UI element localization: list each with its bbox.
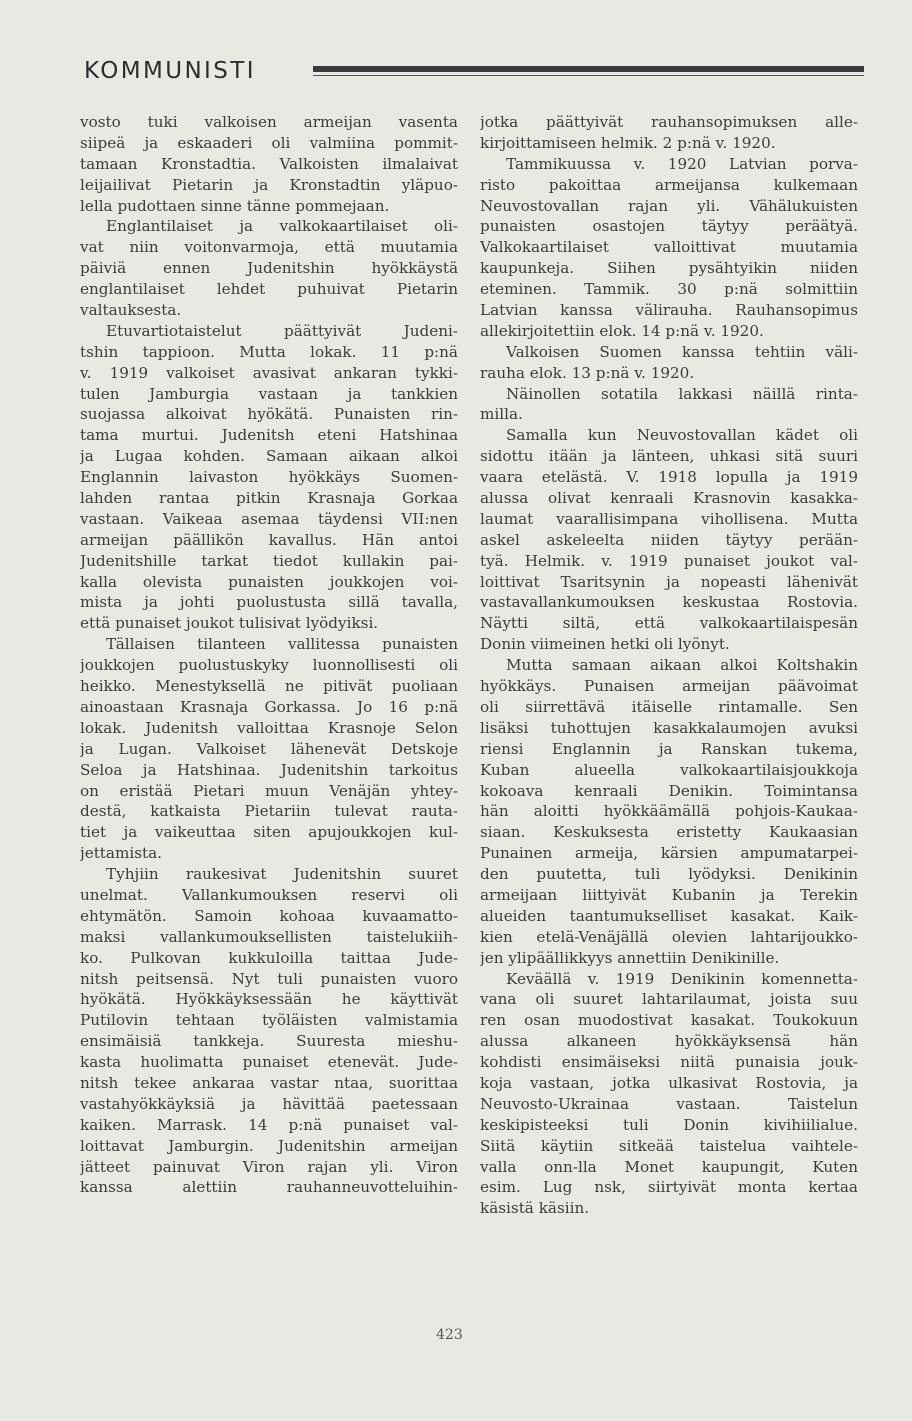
text-line: eteminen. Tammik. 30 p:nä solmittiin	[480, 280, 858, 299]
text-line: päiviä ennen Judenitshin hyökkäystä	[80, 259, 458, 278]
page-number: 423	[436, 1327, 463, 1343]
text-line: koja vastaan, jotka ulkasivat Rostovia, ja	[480, 1073, 858, 1092]
text-line: Seloa ja Hatshinaa. Judenitshin tarkoitus	[80, 760, 458, 779]
text-line: den puutetta, tuli lyödyksi. Denikinin	[480, 865, 858, 884]
text-line: kalla olevista punaisten joukkojen voi-	[80, 572, 458, 591]
text-line: ja Lugaa kohden. Samaan aikaan alkoi	[80, 447, 458, 466]
text-line: Neuvosto-Ukrainaa vastaan. Taistelun	[480, 1094, 858, 1113]
text-line: Tällaisen tilanteen vallitessa punaisten	[106, 635, 458, 654]
text-line: Latvian kanssa välirauha. Rauhansopimus	[480, 301, 858, 320]
text-line: Mutta samaan aikaan alkoi Koltshakin	[506, 656, 858, 675]
text-line: vana oli suuret lahtarilaumat, joista suu	[480, 990, 858, 1009]
text-line: kaupunkeja. Siihen pysähtyikin niiden	[480, 259, 858, 278]
text-line: Samalla kun Neuvostovallan kädet oli	[506, 426, 858, 445]
text-line: valtauksesta.	[80, 301, 182, 320]
text-line: kirjoittamiseen helmik. 2 p:nä v. 1920.	[480, 133, 776, 152]
text-line: tamaan Kronstadtia. Valkoisten ilmalaivat	[80, 154, 458, 173]
text-line: tiet ja vaikeuttaa siten apujoukkojen kul-	[80, 823, 458, 842]
header-rule-thick	[313, 66, 864, 72]
text-line: tshin tappioon. Mutta lokak. 11 p:nä	[80, 342, 458, 361]
text-line: ko. Pulkovan kukkuloilla taittaa Jude-	[80, 948, 458, 967]
text-line: kohdisti ensimäiseksi niitä punaisia jouk-	[480, 1053, 858, 1072]
text-line: punaisten osastojen täytyy peräätyä.	[480, 217, 858, 236]
text-line: kien etelä-Venäjällä olevien lahtarijoukko-	[480, 927, 858, 946]
masthead-title: KOMMUNISTI	[84, 58, 256, 84]
text-line: Etuvartiotaistelut päättyivät Judeni-	[106, 321, 458, 340]
text-line: ensimäisiä tankkeja. Suuresta mieshu-	[80, 1032, 458, 1051]
text-line: Punainen armeija, kärsien ampumatarpei-	[480, 844, 858, 863]
text-line: Putilovin tehtaan työläisten valmistamia	[80, 1011, 458, 1030]
text-line: ainoastaan Krasnaja Gorkassa. Jo 16 p:nä	[80, 697, 458, 716]
text-line: jettamista.	[80, 844, 162, 863]
text-line: hän aloitti hyökkäämällä pohjois-Kaukaa-	[480, 802, 858, 821]
text-line: suojassa alkoivat hyökätä. Punaisten rin-	[80, 405, 458, 424]
text-line: hyökätä. Hyökkäyksessään he käyttivät	[80, 990, 458, 1009]
text-line: leijailivat Pietarin ja Kronstadtin yläpuo-	[80, 175, 458, 194]
text-line: rauha elok. 13 p:nä v. 1920.	[480, 363, 695, 382]
text-line: lokak. Judenitsh valloittaa Krasnoje Selon	[80, 718, 458, 737]
text-line: vat niin voitonvarmoja, että muutamia	[80, 238, 458, 257]
text-line: lahden rantaa pitkin Krasnaja Gorkaa	[80, 489, 458, 508]
text-line: tyä. Helmik. v. 1919 punaiset joukot val-	[480, 551, 858, 570]
text-line: englantilaiset lehdet puhuivat Pietarin	[80, 280, 458, 299]
text-line: allekirjoitettiin elok. 14 p:nä v. 1920.	[480, 321, 764, 340]
text-line: Judenitshille tarkat tiedot kullakin pai-	[80, 551, 458, 570]
text-line: vosto tuki valkoisen armeijan vasenta	[80, 113, 458, 131]
text-line: siipeä ja eskaaderi oli valmiina pommit-	[80, 133, 458, 152]
text-line: armeijan päällikön kavallus. Hän antoi	[80, 530, 458, 549]
text-line: laumat vaarallisimpana vihollisena. Mutta	[480, 509, 858, 528]
text-line: vastaan. Vaikeaa asemaa täydensi VII:nen	[80, 509, 458, 528]
text-line: siaan. Keskuksesta eristetty Kaukaasian	[480, 823, 858, 842]
text-line: Valkoisen Suomen kanssa tehtiin väli-	[506, 342, 858, 361]
text-line: hyökkäys. Punaisen armeijan päävoimat	[480, 677, 858, 696]
text-line: tulen Jamburgia vastaan ja tankkien	[80, 384, 458, 403]
text-line: kokoava kenraali Denikin. Toimintansa	[480, 781, 858, 800]
text-line: oli siirrettävä itäiselle rintamalle. Sen	[480, 697, 858, 716]
text-line: Kuban alueella valkokaartilaisjoukkoja	[480, 760, 858, 779]
text-line: valla onn-lla Monet kaupungit, Kuten	[480, 1157, 858, 1176]
text-line: Näytti siltä, että valkokaartilaispesän	[480, 614, 858, 633]
text-line: kanssa alettiin rauhanneuvotteluihin-	[80, 1178, 458, 1197]
text-line: kasta huolimatta punaiset etenevät. Jude-	[80, 1053, 458, 1072]
text-line: riensi Englannin ja Ranskan tukema,	[480, 739, 858, 758]
header-rule-thin	[313, 75, 864, 76]
text-line: nitsh peitsensä. Nyt tuli punaisten vuoro	[80, 969, 458, 988]
text-line: ja Lugan. Valkoiset lähenevät Detskoje	[80, 739, 458, 758]
text-line: Englantilaiset ja valkokaartilaiset oli-	[106, 217, 458, 236]
text-line: alussa olivat kenraali Krasnovin kasakka-	[480, 489, 858, 508]
text-line: Valkokaartilaiset valloittivat muutamia	[480, 238, 858, 257]
text-line: jen ylipäällikkyys annettiin Denikinille.	[480, 948, 780, 967]
text-line: maksi vallankumouksellisten taistelukiih-	[80, 927, 458, 946]
left-text-column	[80, 112, 458, 1198]
text-line: jätteet painuvat Viron rajan yli. Viron	[80, 1157, 458, 1176]
text-line: alueiden taantumukselliset kasakat. Kaik-	[480, 906, 858, 925]
text-line: v. 1919 valkoiset avasivat ankaran tykki-	[80, 363, 458, 382]
text-line: käsistä käsiin.	[480, 1199, 590, 1218]
text-line: esim. Lug nsk, siirtyivät monta kertaa	[480, 1178, 858, 1197]
text-line: Näinollen sotatila lakkasi näillä rinta-	[506, 384, 858, 403]
text-line: sidottu itään ja länteen, uhkasi sitä suuri	[480, 447, 858, 466]
text-line: Siitä käytiin sitkeää taistelua vaihtele-	[480, 1136, 858, 1155]
text-line: jotka päättyivät rauhansopimuksen alle-	[480, 113, 858, 131]
text-line: on eristää Pietari muun Venäjän yhtey-	[80, 781, 458, 800]
text-line: keskipisteeksi tuli Donin kivihiilialue.	[480, 1115, 858, 1134]
text-line: destä, katkaista Pietariin tulevat rauta-	[80, 802, 458, 821]
text-line: unelmat. Vallankumouksen reservi oli	[80, 885, 458, 904]
text-line: risto pakoittaa armeijansa kulkemaan	[480, 175, 858, 194]
text-line: että punaiset joukot tulisivat lyödyiksi.	[80, 614, 379, 633]
right-text-column	[480, 112, 858, 1219]
text-line: vaara etelästä. V. 1918 lopulla ja 1919	[480, 468, 858, 487]
text-line: armeijaan liittyivät Kubanin ja Terekin	[480, 885, 858, 904]
page-header	[84, 58, 864, 94]
text-line: loittavat Jamburgin. Judenitshin armeijan	[80, 1136, 458, 1155]
text-line: joukkojen puolustuskyky luonnollisesti oli	[80, 656, 458, 675]
text-line: Keväällä v. 1919 Denikinin komennetta-	[506, 969, 858, 988]
text-line: ren osan muodostivat kasakat. Toukokuun	[480, 1011, 858, 1030]
text-line: askel askeleelta niiden täytyy perään-	[480, 530, 858, 549]
text-line: kaiken. Marrask. 14 p:nä punaiset val-	[80, 1115, 458, 1134]
text-line: Tyhjiin raukesivat Judenitshin suuret	[106, 865, 458, 884]
text-line: alussa alkaneen hyökkäyksensä hän	[480, 1032, 858, 1051]
text-line: lisäksi tuhottujen kasakkalaumojen avuksi	[480, 718, 858, 737]
text-line: vastavallankumouksen keskustaa Rostovia.	[480, 593, 858, 612]
text-line: Tammikuussa v. 1920 Latvian porva-	[506, 154, 858, 173]
text-line: milla.	[480, 405, 523, 424]
text-line: vastahyökkäyksiä ja hävittää paetessaan	[80, 1094, 458, 1113]
text-line: Neuvostovallan rajan yli. Vähälukuisten	[480, 196, 858, 215]
text-line: tama murtui. Judenitsh eteni Hatshinaa	[80, 426, 458, 445]
text-line: lella pudottaen sinne tänne pommejaan.	[80, 196, 390, 215]
text-line: Donin viimeinen hetki oli lyönyt.	[480, 635, 730, 654]
text-line: Englannin laivaston hyökkäys Suomen-	[80, 468, 458, 487]
text-line: mista ja johti puolustusta sillä tavalla,	[80, 593, 458, 612]
text-line: heikko. Menestyksellä ne pitivät puoliaan	[80, 677, 458, 696]
text-line: ehtymätön. Samoin kohoaa kuvaamatto-	[80, 906, 458, 925]
text-line: loittivat Tsaritsynin ja nopeasti lähenivät	[480, 572, 858, 591]
text-line: nitsh tekee ankaraa vastar ntaa, suorittaa	[80, 1073, 458, 1092]
